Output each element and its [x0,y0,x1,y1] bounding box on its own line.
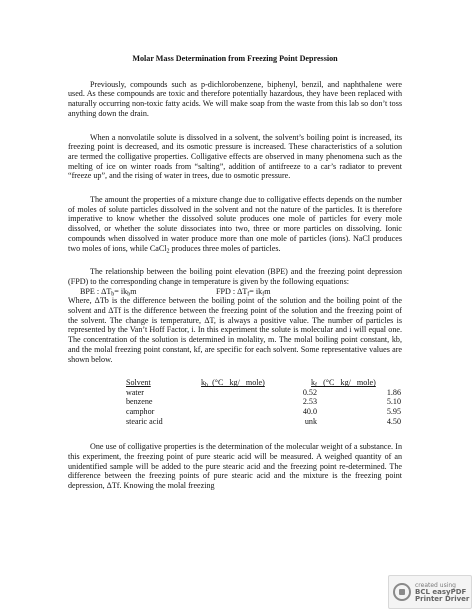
paragraph-relationship: The relationship between the boiling point elevation (BPE) and the freezing point depression (FPD) to the corresponding change in temperature is given by the following equations: [68,267,402,286]
header-kf: $k_f$ (°C kg/ mole) [311,378,376,389]
cacl2-subscript: 2 [166,248,170,255]
paragraph-colligative: When a nonvolatile solute is dissolved in a solvent, the solvent’s boiling point is increased, its freezing point is decreased, and its osmotic pressure is increased. These characteristics of a solution are termed the colligative properties. Colligative effects are observed in many phenomena such as the melting of ice on winter roads from “salting”, addition of antifreeze to a car’s radiator to prevent “freeze up”, and the rising of water in trees, due to osmotic pressure. [68,132,402,181]
page-title: Molar Mass Determination from Freezing Point Depression [132,54,338,63]
paragraph-intro: Previously, compounds such as p-dichlorobenzene, biphenyl, benzil, and naphthalene were used. As these compounds are toxic and therefore potentially hazardous, they have been replaced with naturally occurring non-toxic fatty acids. We will make soap from the waste from this lab so don’t toss anything down the drain. [68,79,402,118]
header-solvent: Solvent [126,378,151,388]
paragraph-molecular-weight: One use of colligative properties is the determination of the molecular weight of a substance. In this experiment, the freezing point of pure stearic acid will be measured. A weighed quantity of an unidentified sample will be added to the pure stearic acid and the freezing point re-determined. The difference between the freezing points of pure stearic acid and the mixture is the freezing point depression, ΔTf. Knowing the molal freezing [68,442,402,491]
pdf-watermark [388,575,472,609]
paragraph-particles-tail: produces three moles of particles. [169,243,281,253]
table-row: stearic acid unk 4.50 [126,416,401,426]
constants-table [126,378,401,426]
printer-logo-icon [393,583,411,601]
header-kb: $k_b$ (°C kg/ mole) [201,378,265,389]
equation-line [80,287,402,297]
table-header-row [126,378,401,388]
paragraph-particles-text: The amount the properties of a mixture change due to colligative effects depends on the number of moles of solute particles dissolved in the solvent and not the nature of the particles. It is therefore imperative to know whether the dissolved solute produces one mole of particles for every mole dissolved, or whether the solute dissociates into two, three or more particles on dissolving. Ionic compounds when dissolved in water produce more than one mole of particles (ions). NaCl produces two moles of ions, while CaCl [68,195,402,253]
document-body [68,54,402,505]
bpe-equation: BPE : $\Delta T_b= ik_bm$ [80,286,137,298]
paragraph-particles [68,195,402,253]
paragraph-definitions: Where, ΔTb is the difference between the boiling point of the solution and the boiling point of the solvent and ΔTf is the difference between the freezing point of the solution and the freezing point of the solvent. The change is temperature, ΔT, is always a positive value. The number of particles is represented by the Van’t Hoff Factor, i. In this experiment the solute is molecular and i will equal one. The concentration of the solution is determined in molality, m. The molal boiling point constant, kb, and the molal freezing point constant, kf, are specific for each solvent. Some representative values are shown below. [68,296,402,364]
table-row: benzene 2.53 5.10 [126,397,401,407]
watermark-text: created using BCL easyPDF Printer Driver [415,581,470,603]
table-row: water 0.52 1.86 [126,387,401,397]
table-row: camphor 40.0 5.95 [126,407,401,417]
fpd-equation: FPD : $\Delta T_f= ik_fm$ [216,286,271,298]
